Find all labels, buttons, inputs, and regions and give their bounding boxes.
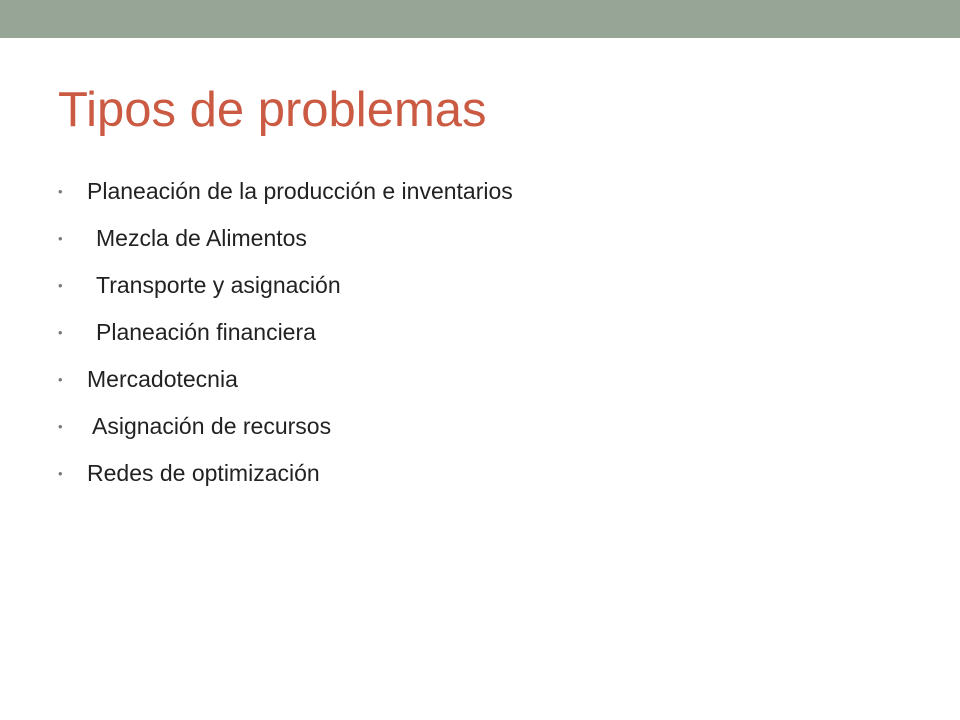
bullet-list — [58, 168, 513, 497]
bullet-icon: • — [58, 466, 63, 481]
bullet-icon: • — [58, 372, 63, 387]
list-item-text: Mezcla de Alimentos — [96, 225, 307, 251]
list-item-text: Redes de optimización — [87, 460, 320, 486]
list-item — [58, 262, 341, 309]
list-item-text: Transporte y asignación — [96, 272, 341, 298]
list-item — [58, 403, 332, 450]
list-item — [58, 215, 307, 262]
list-item-text: Mercadotecnia — [87, 366, 238, 392]
bullet-icon: • — [58, 231, 63, 246]
list-item-text: Planeación de la producción e inventarios — [87, 178, 513, 204]
list-item — [58, 450, 320, 497]
top-color-band — [0, 0, 960, 38]
bullet-icon: • — [58, 278, 63, 293]
bullet-icon: • — [58, 419, 63, 434]
bullet-icon: • — [58, 325, 63, 340]
list-item — [58, 356, 238, 403]
list-item — [58, 168, 513, 215]
list-item — [58, 309, 316, 356]
bullet-icon: • — [58, 184, 63, 199]
slide-title: Tipos de problemas — [58, 83, 487, 137]
list-item-text: Planeación financiera — [96, 319, 316, 345]
list-item-text: Asignación de recursos — [92, 413, 332, 439]
